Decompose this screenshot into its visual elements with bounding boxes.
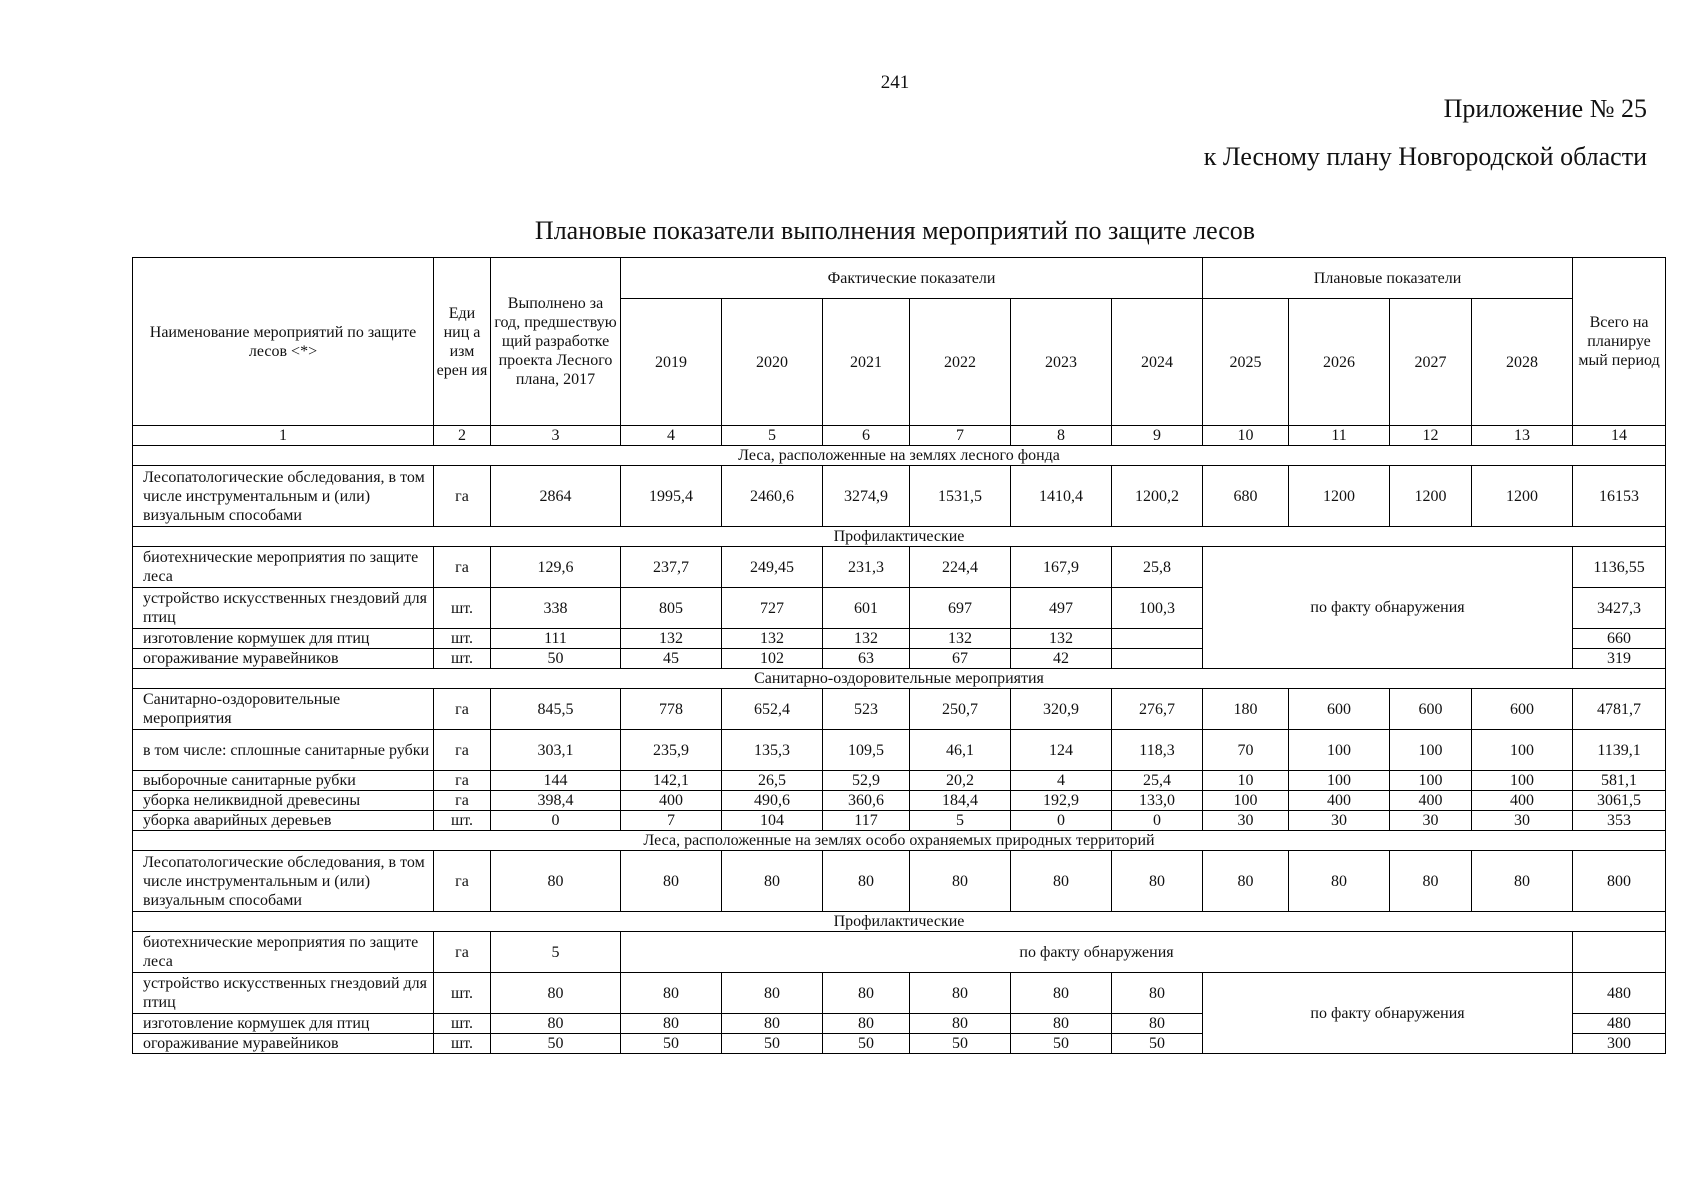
row-name: огораживание муравейников <box>133 649 434 669</box>
value-cell: 80 <box>823 973 910 1014</box>
row-name: биотехнические мероприятия по защите леса <box>133 932 434 973</box>
value-cell <box>1112 629 1203 649</box>
value-cell: 1995,4 <box>621 466 722 527</box>
value-cell: 400 <box>1289 791 1390 811</box>
value-cell: 360,6 <box>823 791 910 811</box>
value-cell: 100 <box>1203 791 1289 811</box>
row-unit: га <box>434 771 491 791</box>
value-cell: 80 <box>1011 851 1112 912</box>
value-cell: 67 <box>910 649 1011 669</box>
value-cell: 805 <box>621 588 722 629</box>
header-total: Всего на планируе мый период <box>1573 258 1666 426</box>
value-cell: 80 <box>1390 851 1472 912</box>
value-cell: 80 <box>910 973 1011 1014</box>
row-unit: га <box>434 466 491 527</box>
value-cell: 2460,6 <box>722 466 823 527</box>
value-cell: 109,5 <box>823 730 910 771</box>
value-cell: 80 <box>1289 851 1390 912</box>
value-cell: 104 <box>722 811 823 831</box>
header-row <box>133 258 1666 299</box>
value-cell: 10 <box>1203 771 1289 791</box>
year-cell: 2019 <box>621 299 722 426</box>
forest-protection-table <box>132 257 1666 1054</box>
row-unit: га <box>434 547 491 588</box>
on-detection-cell: по факту обнаружения <box>621 932 1573 973</box>
header-planned: Плановые показатели <box>1203 258 1573 299</box>
total-cell: 319 <box>1573 649 1666 669</box>
value-cell: 400 <box>621 791 722 811</box>
row-name: Лесопатологические обследования, в том числе инструментальным и (или) визуальным способами <box>133 851 434 912</box>
value-cell: 231,3 <box>823 547 910 588</box>
value-cell: 303,1 <box>491 730 621 771</box>
year-cell: 2023 <box>1011 299 1112 426</box>
value-cell: 26,5 <box>722 771 823 791</box>
on-detection-cell: по факту обнаружения <box>1203 973 1573 1054</box>
total-cell <box>1573 932 1666 973</box>
value-cell: 45 <box>621 649 722 669</box>
row-unit: шт. <box>434 811 491 831</box>
row-unit: шт. <box>434 1034 491 1054</box>
value-cell: 1200 <box>1390 466 1472 527</box>
row-unit: га <box>434 689 491 730</box>
year-cell: 2028 <box>1472 299 1573 426</box>
row-unit: га <box>434 730 491 771</box>
value-cell: 52,9 <box>823 771 910 791</box>
table-row <box>133 730 1666 771</box>
year-cell: 2022 <box>910 299 1011 426</box>
row-unit: га <box>434 851 491 912</box>
value-cell: 80 <box>722 851 823 912</box>
col-number: 3 <box>491 426 621 446</box>
value-cell: 1410,4 <box>1011 466 1112 527</box>
section-protected: Леса, расположенные на землях особо охраняемых природных территорий <box>133 831 1666 851</box>
column-number-row <box>133 426 1666 446</box>
section-forest-fund: Леса, расположенные на землях лесного фонда <box>133 446 1666 466</box>
value-cell: 50 <box>1112 1034 1203 1054</box>
year-cell: 2027 <box>1390 299 1472 426</box>
value-cell: 132 <box>1011 629 1112 649</box>
col-number: 5 <box>722 426 823 446</box>
value-cell: 497 <box>1011 588 1112 629</box>
value-cell: 142,1 <box>621 771 722 791</box>
section-row <box>133 446 1666 466</box>
value-cell: 100 <box>1289 730 1390 771</box>
value-cell: 3274,9 <box>823 466 910 527</box>
col-number: 10 <box>1203 426 1289 446</box>
value-cell: 50 <box>491 649 621 669</box>
value-cell: 0 <box>1011 811 1112 831</box>
year-cell: 2021 <box>823 299 910 426</box>
value-cell: 30 <box>1390 811 1472 831</box>
value-cell: 118,3 <box>1112 730 1203 771</box>
table-row <box>133 932 1666 973</box>
value-cell: 30 <box>1203 811 1289 831</box>
header-actual: Фактические показатели <box>621 258 1203 299</box>
value-cell: 697 <box>910 588 1011 629</box>
value-cell: 80 <box>621 973 722 1014</box>
value-cell: 1200 <box>1289 466 1390 527</box>
value-cell: 100 <box>1472 771 1573 791</box>
value-cell: 338 <box>491 588 621 629</box>
value-cell: 50 <box>621 1034 722 1054</box>
value-cell: 400 <box>1390 791 1472 811</box>
value-cell: 80 <box>910 1014 1011 1034</box>
header-name: Наименование мероприятий по защите лесов <*> <box>133 258 434 426</box>
row-name: устройство искусственных гнездовий для птиц <box>133 973 434 1014</box>
value-cell: 42 <box>1011 649 1112 669</box>
value-cell: 50 <box>910 1034 1011 1054</box>
row-name: биотехнические мероприятия по защите леса <box>133 547 434 588</box>
value-cell: 100 <box>1472 730 1573 771</box>
value-cell: 180 <box>1203 689 1289 730</box>
total-cell: 581,1 <box>1573 771 1666 791</box>
row-unit: га <box>434 791 491 811</box>
col-number: 9 <box>1112 426 1203 446</box>
value-cell: 1200,2 <box>1112 466 1203 527</box>
value-cell: 778 <box>621 689 722 730</box>
header-unit: Еди ниц а изм ерен ия <box>434 258 491 426</box>
row-name: изготовление кормушек для птиц <box>133 629 434 649</box>
year-cell: 2024 <box>1112 299 1203 426</box>
year-cell: 2025 <box>1203 299 1289 426</box>
section-row <box>133 831 1666 851</box>
section-prophylactic: Профилактические <box>133 527 1666 547</box>
value-cell: 80 <box>722 1014 823 1034</box>
total-cell: 1136,55 <box>1573 547 1666 588</box>
row-unit: шт. <box>434 973 491 1014</box>
row-unit: шт. <box>434 1014 491 1034</box>
year-cell: 2020 <box>722 299 823 426</box>
total-cell: 660 <box>1573 629 1666 649</box>
value-cell: 30 <box>1289 811 1390 831</box>
value-cell: 100,3 <box>1112 588 1203 629</box>
value-cell: 680 <box>1203 466 1289 527</box>
table-row <box>133 811 1666 831</box>
value-cell: 250,7 <box>910 689 1011 730</box>
value-cell: 400 <box>1472 791 1573 811</box>
col-number: 8 <box>1011 426 1112 446</box>
total-cell: 300 <box>1573 1034 1666 1054</box>
col-number: 1 <box>133 426 434 446</box>
col-number: 12 <box>1390 426 1472 446</box>
table-row <box>133 791 1666 811</box>
value-cell: 129,6 <box>491 547 621 588</box>
appendix-subtitle: к Лесному плану Новгородской области <box>1203 142 1647 171</box>
value-cell: 132 <box>823 629 910 649</box>
value-cell: 2864 <box>491 466 621 527</box>
value-cell: 111 <box>491 629 621 649</box>
value-cell: 224,4 <box>910 547 1011 588</box>
value-cell: 132 <box>722 629 823 649</box>
col-number: 4 <box>621 426 722 446</box>
year-cell: 2026 <box>1289 299 1390 426</box>
total-cell: 4781,7 <box>1573 689 1666 730</box>
value-cell: 80 <box>1112 1014 1203 1034</box>
value-cell: 144 <box>491 771 621 791</box>
col-number: 13 <box>1472 426 1573 446</box>
value-cell: 276,7 <box>1112 689 1203 730</box>
value-cell: 132 <box>621 629 722 649</box>
value-cell: 102 <box>722 649 823 669</box>
value-cell: 167,9 <box>1011 547 1112 588</box>
total-cell: 16153 <box>1573 466 1666 527</box>
value-cell: 600 <box>1289 689 1390 730</box>
section-sanitary: Санитарно-оздоровительные мероприятия <box>133 669 1666 689</box>
value-cell: 184,4 <box>910 791 1011 811</box>
value-cell: 0 <box>491 811 621 831</box>
value-cell: 727 <box>722 588 823 629</box>
value-cell: 63 <box>823 649 910 669</box>
value-cell: 80 <box>910 851 1011 912</box>
value-cell: 4 <box>1011 771 1112 791</box>
value-cell: 235,9 <box>621 730 722 771</box>
value-cell: 50 <box>491 1034 621 1054</box>
value-cell: 192,9 <box>1011 791 1112 811</box>
value-cell: 70 <box>1203 730 1289 771</box>
value-cell: 124 <box>1011 730 1112 771</box>
table-row <box>133 973 1666 1014</box>
row-name: уборка неликвидной древесины <box>133 791 434 811</box>
value-cell: 80 <box>1112 973 1203 1014</box>
section-prophylactic-2: Профилактические <box>133 912 1666 932</box>
value-cell: 1200 <box>1472 466 1573 527</box>
total-cell: 480 <box>1573 1014 1666 1034</box>
col-number: 11 <box>1289 426 1390 446</box>
table-row <box>133 547 1666 588</box>
value-cell: 249,45 <box>722 547 823 588</box>
row-name: уборка аварийных деревьев <box>133 811 434 831</box>
row-unit: шт. <box>434 588 491 629</box>
value-cell: 601 <box>823 588 910 629</box>
row-unit: шт. <box>434 629 491 649</box>
col-number: 2 <box>434 426 491 446</box>
value-cell: 50 <box>1011 1034 1112 1054</box>
value-cell: 80 <box>621 1014 722 1034</box>
col-number: 6 <box>823 426 910 446</box>
value-cell: 80 <box>823 1014 910 1034</box>
row-name: Лесопатологические обследования, в том числе инструментальным и (или) визуальным способами <box>133 466 434 527</box>
value-cell: 80 <box>621 851 722 912</box>
value-cell: 490,6 <box>722 791 823 811</box>
value-cell: 1531,5 <box>910 466 1011 527</box>
value-cell: 135,3 <box>722 730 823 771</box>
value-cell: 600 <box>1390 689 1472 730</box>
value-cell: 80 <box>1203 851 1289 912</box>
page-number: 241 <box>880 72 910 93</box>
value-cell: 600 <box>1472 689 1573 730</box>
on-detection-cell: по факту обнаружения <box>1203 547 1573 669</box>
table-row <box>133 466 1666 527</box>
total-cell: 1139,1 <box>1573 730 1666 771</box>
value-cell: 398,4 <box>491 791 621 811</box>
value-cell: 50 <box>823 1034 910 1054</box>
row-unit: шт. <box>434 649 491 669</box>
header-prev-year: Выполнено за год, предшествую щий разработке проекта Лесного плана, 2017 <box>491 258 621 426</box>
value-cell: 0 <box>1112 811 1203 831</box>
document-title: Плановые показатели выполнения мероприятий по защите лесов <box>534 216 1256 245</box>
value-cell: 523 <box>823 689 910 730</box>
total-cell: 353 <box>1573 811 1666 831</box>
value-cell: 100 <box>1390 730 1472 771</box>
value-cell: 320,9 <box>1011 689 1112 730</box>
row-name: в том числе: сплошные санитарные рубки <box>133 730 434 771</box>
total-cell: 800 <box>1573 851 1666 912</box>
col-number: 14 <box>1573 426 1666 446</box>
row-name: огораживание муравейников <box>133 1034 434 1054</box>
value-cell: 845,5 <box>491 689 621 730</box>
total-cell: 3061,5 <box>1573 791 1666 811</box>
value-cell: 100 <box>1390 771 1472 791</box>
value-cell: 117 <box>823 811 910 831</box>
section-row <box>133 527 1666 547</box>
value-cell: 80 <box>1472 851 1573 912</box>
value-cell: 50 <box>722 1034 823 1054</box>
value-cell: 25,4 <box>1112 771 1203 791</box>
value-cell: 7 <box>621 811 722 831</box>
row-name: Санитарно-оздоровительные мероприятия <box>133 689 434 730</box>
table-row <box>133 851 1666 912</box>
value-cell: 80 <box>1112 851 1203 912</box>
value-cell: 5 <box>910 811 1011 831</box>
section-row <box>133 912 1666 932</box>
value-cell: 652,4 <box>722 689 823 730</box>
value-cell: 80 <box>823 851 910 912</box>
value-cell: 25,8 <box>1112 547 1203 588</box>
value-cell: 100 <box>1289 771 1390 791</box>
section-row <box>133 669 1666 689</box>
value-cell: 30 <box>1472 811 1573 831</box>
value-cell: 80 <box>1011 973 1112 1014</box>
value-cell: 20,2 <box>910 771 1011 791</box>
value-cell: 133,0 <box>1112 791 1203 811</box>
col-number: 7 <box>910 426 1011 446</box>
value-cell: 80 <box>491 851 621 912</box>
value-cell: 80 <box>1011 1014 1112 1034</box>
value-cell: 237,7 <box>621 547 722 588</box>
row-name: изготовление кормушек для птиц <box>133 1014 434 1034</box>
value-cell <box>1112 649 1203 669</box>
table-row <box>133 689 1666 730</box>
row-name: выборочные санитарные рубки <box>133 771 434 791</box>
value-cell: 80 <box>491 1014 621 1034</box>
total-cell: 480 <box>1573 973 1666 1014</box>
row-name: устройство искусственных гнездовий для птиц <box>133 588 434 629</box>
total-cell: 3427,3 <box>1573 588 1666 629</box>
value-cell: 5 <box>491 932 621 973</box>
row-unit: га <box>434 932 491 973</box>
value-cell: 132 <box>910 629 1011 649</box>
value-cell: 46,1 <box>910 730 1011 771</box>
appendix-label: Приложение № 25 <box>1443 94 1647 123</box>
value-cell: 80 <box>491 973 621 1014</box>
table-row <box>133 771 1666 791</box>
value-cell: 80 <box>722 973 823 1014</box>
